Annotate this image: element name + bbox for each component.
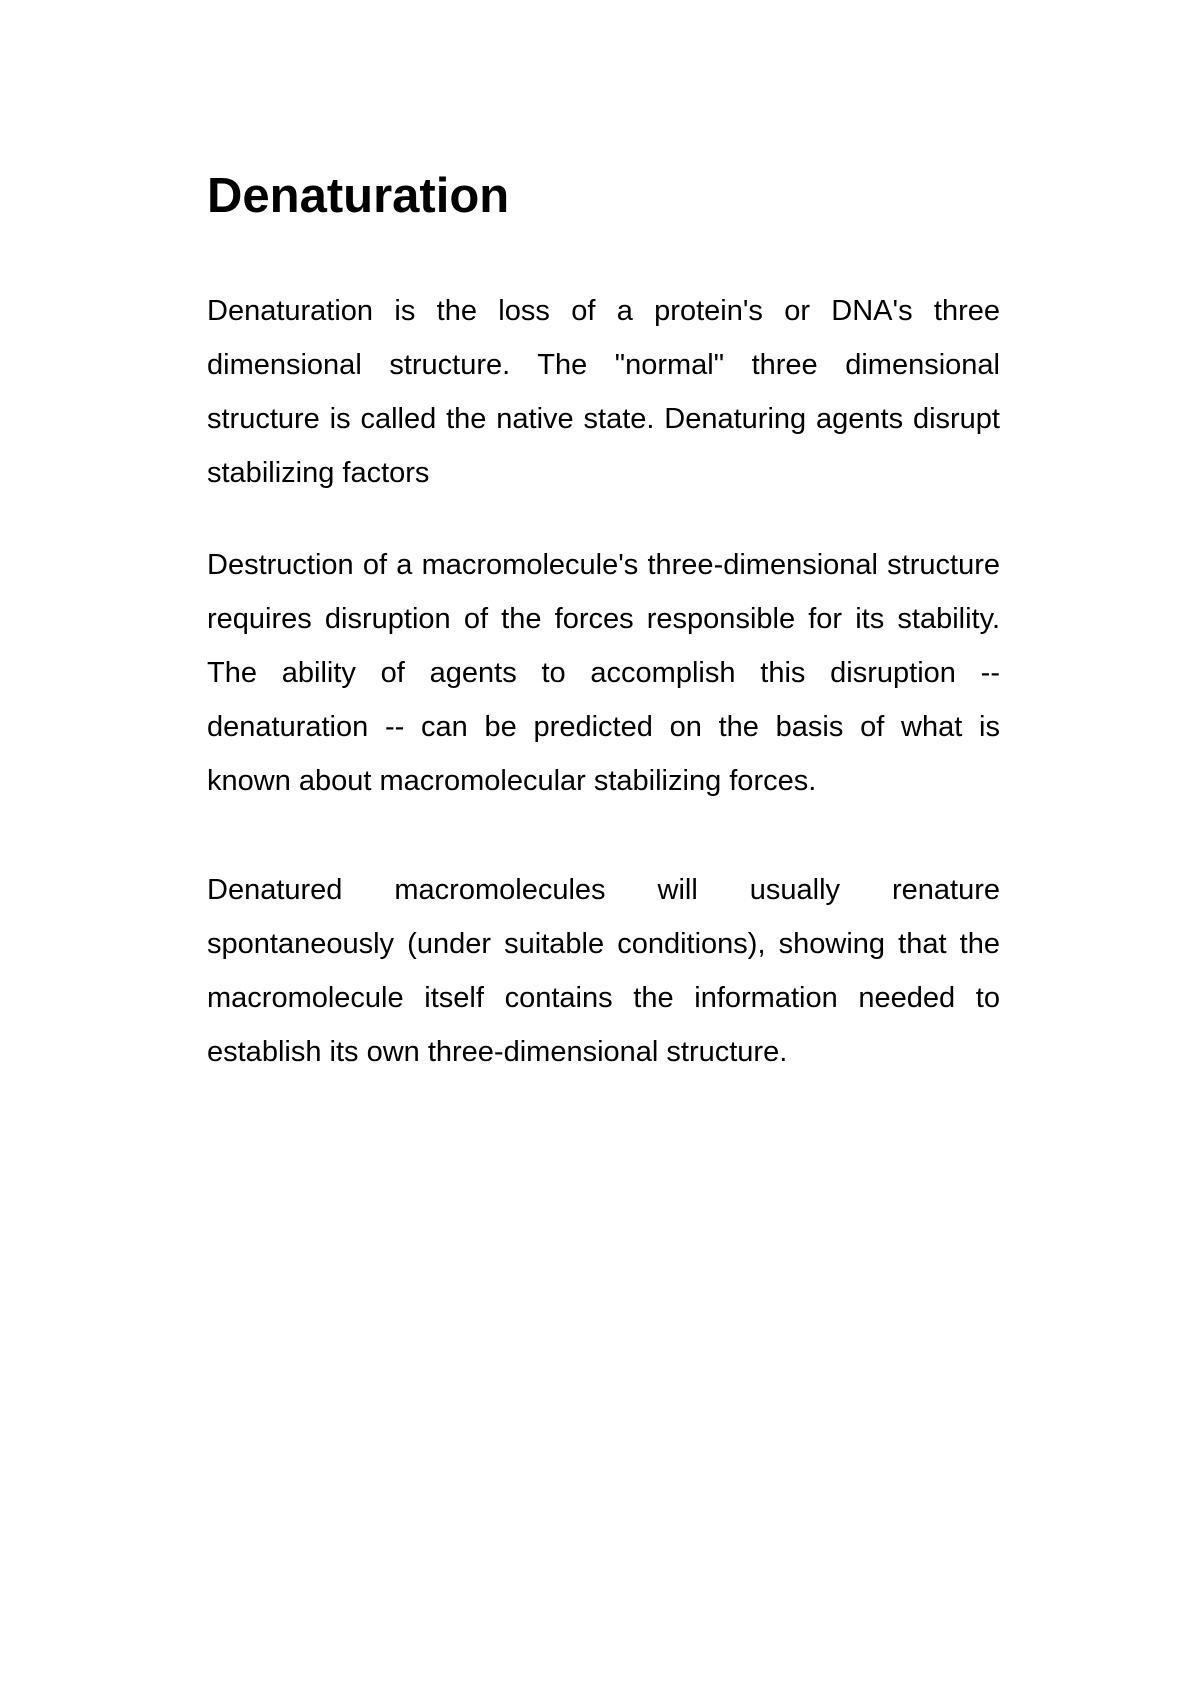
page-title: Denaturation bbox=[207, 169, 510, 223]
paragraph-renaturation: Denatured macromolecules will usually renature spontaneously (under suitable conditions), showing that the macromolecule itself contains the information needed to establish its own three-dimensional structure. bbox=[207, 874, 1000, 1068]
document-page bbox=[207, 168, 1000, 1079]
paragraph-definition: Denaturation is the loss of a protein's or DNA's three dimensional structure. The "normal" three dimensional structure is called the native state. Denaturing agents disrupt stabilizing factors bbox=[207, 295, 1000, 489]
paragraph-destruction: Destruction of a macromolecule's three-dimensional structure requires disruption of the forces responsible for its stability. The ability of agents to accomplish this disruption -- denaturation -- can be predicted on the basis of what is known about macromolecular stabilizing forces. bbox=[207, 549, 1000, 797]
